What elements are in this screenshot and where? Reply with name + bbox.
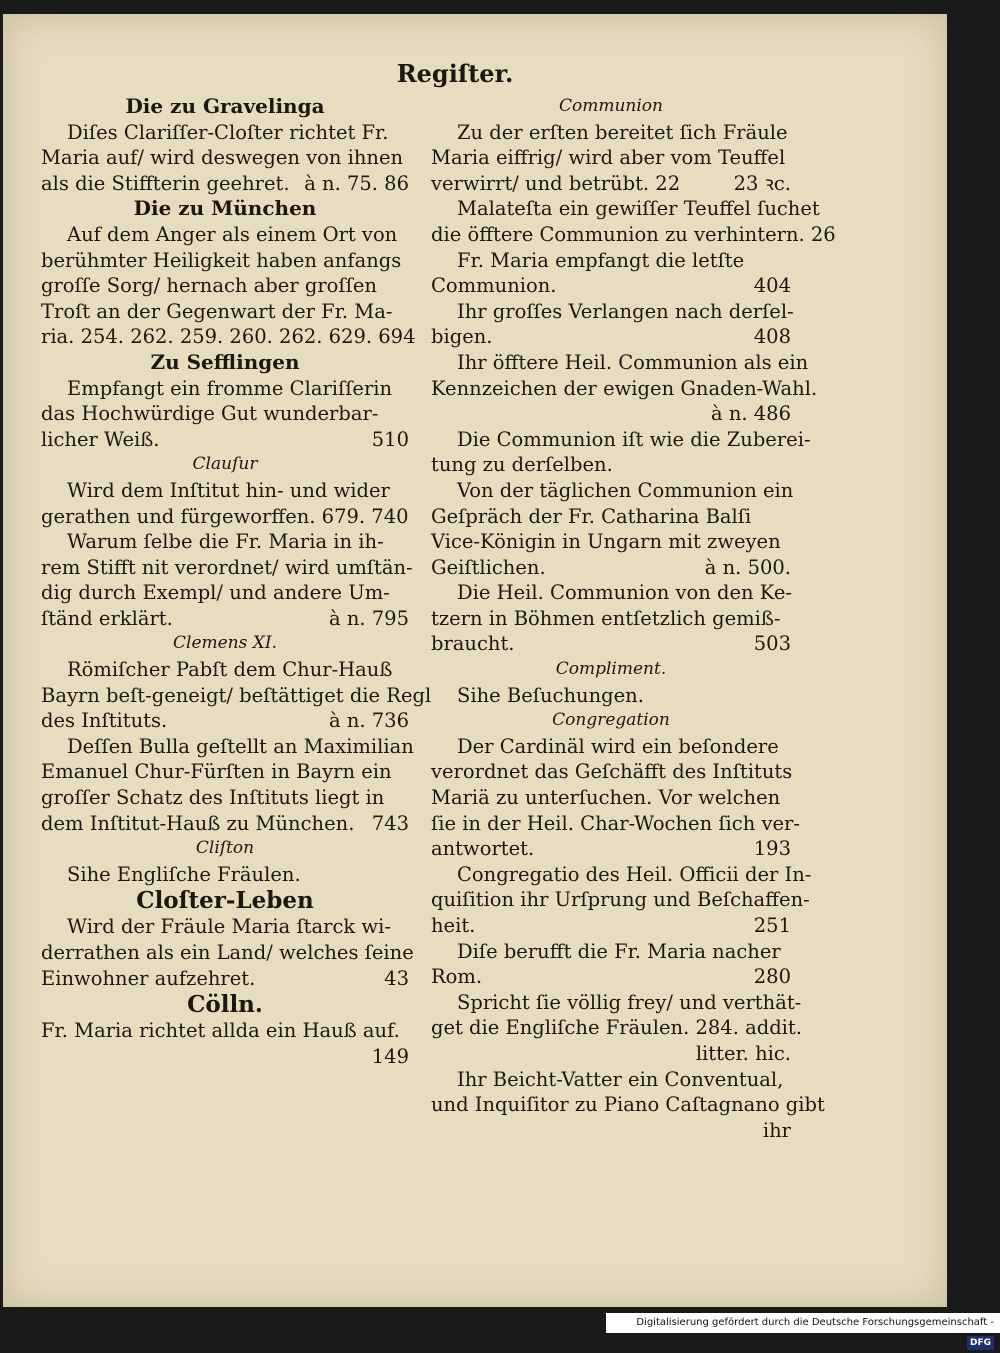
index-line-text: braucht.	[431, 632, 515, 656]
index-line	[41, 222, 409, 248]
index-line	[431, 887, 810, 913]
index-line	[431, 631, 791, 657]
index-line	[41, 171, 409, 197]
dfg-logo: DFG	[967, 1336, 994, 1350]
index-line	[431, 990, 802, 1016]
page-reference: à n. 795	[329, 606, 409, 630]
page-reference: 408	[753, 325, 791, 349]
index-line-text: Geiſtlichen.	[431, 555, 546, 579]
index-line	[41, 966, 409, 992]
index-line-text: Wird dem Inſtitut hin- und wider	[67, 478, 390, 502]
index-line-text: Sihe Engliſche Fräulen.	[67, 862, 301, 886]
index-line	[431, 734, 791, 760]
index-line	[431, 529, 791, 555]
index-line	[431, 478, 794, 504]
index-line	[431, 350, 809, 376]
index-line-text: Maria auf/ wird deswegen von ihnen	[41, 146, 404, 170]
index-line-text: quiſition ihr Urſprung und Beſchaffen-	[431, 888, 810, 912]
index-line-text: dig durch Exempl/ und andere Um-	[41, 581, 390, 605]
index-line	[431, 248, 791, 274]
index-line-text: Congregatio des Heil. Officii der In-	[457, 862, 812, 886]
index-line-text: Kennzeichen der ewigen Gnaden-Wahl.	[431, 376, 818, 400]
index-line	[41, 504, 409, 530]
index-line-text: Römiſcher Pabſt dem Chur-Hauß	[67, 658, 393, 682]
page-reference: 280	[753, 965, 791, 989]
page-reference: 503	[753, 632, 791, 656]
index-line	[431, 120, 791, 146]
index-line-text: verordnet das Geſchäfft des Inſtituts	[431, 760, 793, 784]
index-line	[41, 145, 409, 171]
index-line	[431, 222, 836, 248]
page-reference: à n. 736	[329, 709, 409, 733]
index-line-text: Die Communion iſt wie die Zuberei-	[457, 427, 811, 451]
entry-heading: Die zu Gravelinga	[125, 94, 325, 118]
entry-heading: Cloſter-Leben	[136, 887, 314, 915]
index-line	[431, 606, 791, 632]
index-line	[431, 1015, 802, 1041]
index-line-text: groſſer Schatz des Inſtituts liegt in	[41, 786, 385, 810]
index-line-text: ſie in der Heil. Char-Wochen ſich ver-	[431, 811, 800, 835]
index-line-text: heit.	[431, 914, 476, 937]
index-line-text: ſtänd erklärt.	[41, 606, 173, 630]
index-line	[431, 427, 811, 453]
index-line	[41, 299, 409, 325]
index-line-text: Geſpräch der Fr. Catharina Balſi	[431, 504, 752, 528]
index-line-text: Einwohner aufzehret.	[41, 966, 256, 990]
index-line-text: tzern in Böhmen entſetzlich gemiß-	[431, 606, 781, 630]
index-line	[431, 196, 820, 222]
index-line	[431, 171, 791, 197]
index-line	[41, 248, 409, 274]
index-line-text: Zu der erſten bereitet ſich Fräule	[457, 120, 788, 144]
index-line-text: Mariä zu unterſuchen. Vor welchen	[431, 786, 781, 810]
page-reference: litter. hic.	[695, 1041, 791, 1065]
index-line	[41, 759, 409, 785]
index-line-text: groſſe Sorg/ hernach aber groſſen	[41, 274, 377, 298]
page-reference: 404	[753, 274, 791, 298]
index-line-text: Bayrn beſt-geneigt/ beſtättiget die Regl	[41, 683, 432, 707]
index-line-text: Auf dem Anger als einem Ort von	[67, 222, 398, 246]
index-line-text: Communion.	[431, 274, 557, 298]
index-line	[41, 555, 413, 581]
index-line-text: Fr. Maria richtet allda ein Hauß auf.	[41, 1019, 400, 1043]
index-line-text: dem Inſtitut-Hauß zu München.	[41, 811, 355, 835]
entry-heading: Cölln.	[187, 991, 263, 1019]
index-line	[431, 145, 791, 171]
entry-keyword: Communion	[558, 96, 663, 116]
index-line	[431, 299, 794, 325]
entry-keyword: Congregation	[552, 710, 670, 731]
index-line-text: Deſſen Bulla geſtellt an Maximilian	[67, 734, 414, 758]
index-line-text: antwortet.	[431, 837, 535, 861]
index-line	[41, 273, 409, 299]
index-line-text: und Inquiſitor zu Piano Caſtagnano gibt	[431, 1093, 825, 1117]
index-line	[41, 478, 409, 504]
index-line-text: gerathen und fürgeworffen. 679. 740	[41, 504, 409, 528]
page-reference: 251	[753, 914, 791, 937]
page-reference: à n. 486	[711, 402, 791, 426]
entry-keyword: Clemens XI.	[173, 633, 277, 654]
index-line-text: Ihr Beicht-Vatter ein Conventual,	[457, 1067, 784, 1091]
page-reference: 43	[384, 966, 409, 990]
index-line-text: Die Heil. Communion von den Ke-	[457, 581, 792, 605]
index-line	[41, 401, 409, 427]
index-line	[431, 555, 791, 581]
index-line	[41, 914, 409, 940]
index-line	[41, 529, 409, 555]
index-line-text: Der Cardinäl wird ein beſondere	[457, 734, 779, 758]
index-line-text: Vice-Königin in Ungarn mit zweyen	[431, 530, 781, 554]
index-line	[431, 580, 791, 606]
index-line	[431, 324, 791, 350]
index-line	[41, 862, 409, 888]
index-line-text: Emanuel Chur-Fürſten in Bayrn ein	[41, 760, 392, 784]
index-line-text: tung zu derſelben.	[431, 453, 613, 477]
index-line	[431, 964, 791, 990]
index-line-text: Diſe berufft die Fr. Maria nacher	[457, 939, 781, 963]
page-reference: ihr	[762, 1118, 791, 1142]
index-line	[41, 785, 409, 811]
index-line	[41, 734, 414, 760]
index-line-text: Maria eiffrig/ wird aber vom Teuffel	[431, 146, 786, 170]
index-line-text: derrathen als ein Land/ welches ſeine	[41, 941, 414, 964]
entry-heading: Zu Sefflingen	[150, 349, 300, 374]
page-reference: à n. 75. 86	[304, 171, 409, 195]
entry-heading: Die zu München	[133, 196, 317, 221]
index-line-text: berühmter Heiligkeit haben anfangs	[41, 248, 402, 272]
page-reference: à n. 500.	[704, 555, 791, 579]
index-line	[41, 376, 409, 402]
index-line	[431, 1092, 825, 1118]
index-line	[41, 683, 432, 709]
index-line-text: rem Stifft nit verordnet/ wird umſtän-	[41, 555, 413, 579]
index-line-text: Ihr groſſes Verlangen nach derſel-	[457, 299, 794, 323]
digitization-credit-bar	[606, 1313, 1000, 1348]
book-page	[3, 14, 947, 1307]
index-line-text: als die Stiffterin geehret.	[41, 171, 290, 195]
index-line-text: Warum ſelbe die Fr. Maria in ih-	[67, 530, 384, 554]
index-line	[41, 1018, 409, 1044]
index-line-text: das Hochwürdige Gut wunderbar-	[41, 402, 379, 426]
index-line-text: Rom.	[431, 965, 483, 989]
index-line	[431, 913, 791, 939]
credit-text: Digitalisierung gefördert durch die Deutsche Forschungsgemeinschaft -	[636, 1317, 994, 1328]
index-line	[41, 427, 409, 453]
page-reference: 23 ꝛc.	[733, 171, 791, 195]
index-line	[431, 683, 791, 709]
index-line	[431, 376, 818, 402]
index-line	[41, 811, 409, 837]
index-line	[41, 606, 409, 632]
entry-keyword: Cliſton	[195, 838, 255, 859]
index-line-text: Spricht ſie völlig frey/ und verthät-	[457, 990, 802, 1014]
index-line-text: bigen.	[431, 325, 493, 349]
index-line	[41, 580, 409, 606]
entry-keyword: Clauſur	[192, 454, 258, 475]
page-reference: 510	[371, 427, 409, 451]
index-line-text: des Inſtituts.	[41, 709, 168, 733]
index-line	[431, 862, 812, 888]
index-line	[431, 759, 791, 785]
index-line-text: get die Engliſche Fräulen. 284. addit.	[431, 1016, 802, 1040]
index-line-text: Von der täglichen Communion ein	[457, 478, 794, 502]
entry-keyword: Compliment.	[555, 659, 667, 680]
index-line-text: Fr. Maria empfangt die letſte	[457, 248, 745, 272]
index-line-text: Troſt an der Gegenwart der Fr. Ma-	[41, 299, 393, 323]
index-line-text: Ihr öfftere Heil. Communion als ein	[457, 350, 809, 374]
index-line-text: Diſes Clariſſer-Cloſter richtet Fr.	[67, 120, 389, 144]
index-line	[41, 324, 416, 350]
index-line	[431, 785, 791, 811]
index-line-text: licher Weiß.	[41, 427, 160, 451]
index-line	[431, 1067, 791, 1093]
index-line	[41, 120, 409, 146]
index-line-text: verwirrt/ und betrübt. 22	[431, 171, 681, 195]
index-line	[431, 273, 791, 299]
right-column	[431, 94, 836, 1143]
index-line	[41, 708, 409, 734]
index-line	[431, 504, 791, 530]
page-reference: 149	[371, 1044, 409, 1068]
page-reference: 743	[371, 811, 409, 835]
index-line	[431, 939, 791, 965]
left-column	[41, 94, 432, 1069]
index-line	[431, 836, 791, 862]
index-line-text: die öfftere Communion zu verhintern. 26	[431, 222, 836, 246]
index-line-text: Wird der Fräule Maria ſtarck wi-	[67, 915, 391, 939]
index-line	[41, 657, 409, 683]
index-line-text: Sihe Beſuchungen.	[457, 683, 644, 707]
running-head-title: Regiſter.	[396, 59, 514, 88]
index-line	[431, 811, 800, 837]
index-line	[431, 452, 791, 478]
index-line	[41, 940, 414, 966]
index-line-text: ria. 254. 262. 259. 260. 262. 629. 694	[41, 325, 416, 349]
index-line-text: Empfangt ein fromme Clariſſerin	[67, 376, 393, 400]
page-reference: 193	[753, 837, 791, 861]
index-line-text: Malateſta ein gewiſſer Teuffel ſuchet	[457, 197, 820, 221]
